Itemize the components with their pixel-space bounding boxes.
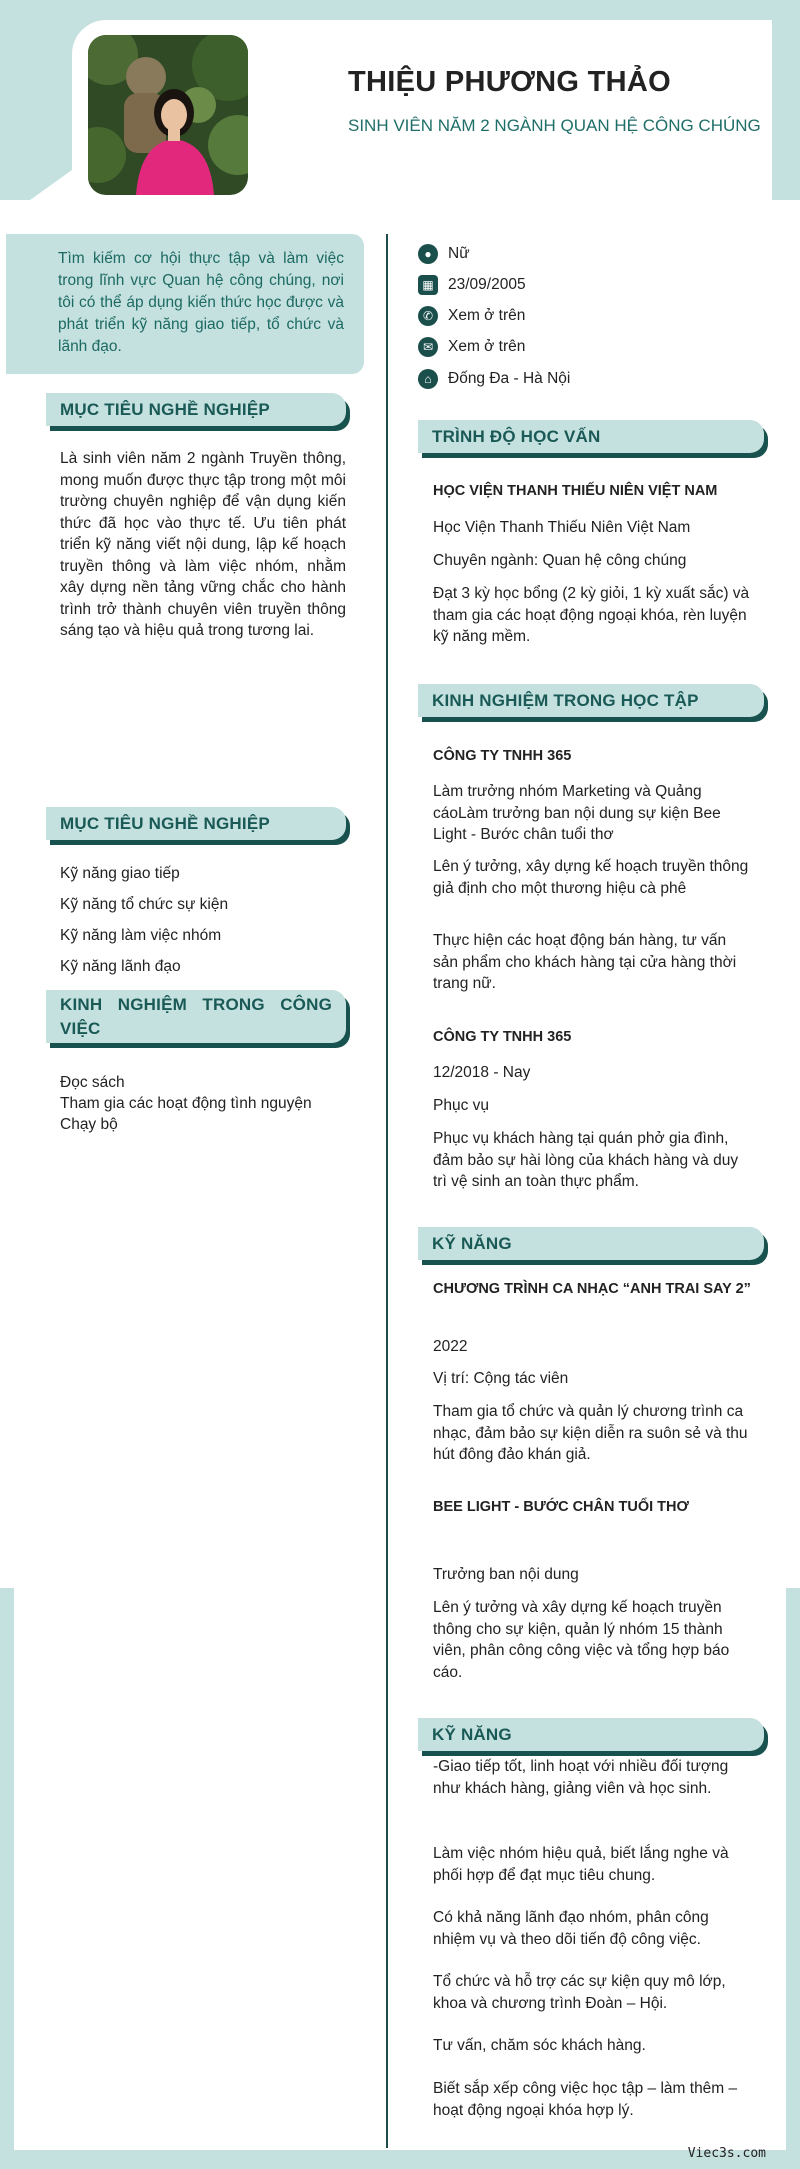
avatar [88,35,248,195]
column-divider [386,234,388,2148]
list-item: Kỹ năng lãnh đạo [60,958,181,975]
skill-item: Tư vấn, chăm sóc khách hàng. [433,2037,646,2054]
skill-item: Làm việc nhóm hiệu quả, biết lắng nghe và phối hợp để đạt mục tiêu chung. [433,1845,729,1884]
section-title-education: TRÌNH ĐỘ HỌC VẤN [418,420,764,453]
left-frame [0,1588,14,2169]
list-item: Kỹ năng làm việc nhóm [60,927,222,944]
job-subtitle: SINH VIÊN NĂM 2 NGÀNH QUAN HỆ CÔNG CHÚNG [348,116,761,135]
contact-phone: ✆ Xem ở trên [418,305,525,327]
skills-list [60,858,228,982]
event-description: Tham gia tổ chức và quản lý chương trình ca nhạc, đảm bảo sự kiện diễn ra suôn sẻ và thu hút đông đảo khán giả. [433,1403,748,1463]
intro-text: Tìm kiếm cơ hội thực tập và làm việc trong lĩnh vực Quan hệ công chúng, nơi tôi có thể áp dụng kiến thức học được và phát triển kỹ năng giao tiếp, tổ chức và lãnh đạo. [58,250,344,355]
email-icon: ✉ [418,337,438,357]
event-heading: BEE LIGHT - BƯỚC CHÂN TUỔI THƠ [433,1499,689,1515]
bottom-frame [0,2150,800,2169]
contact-address: ⌂ Đống Đa - Hà Nội [418,368,570,390]
section-title-objective: MỤC TIÊU NGHỀ NGHIỆP [46,393,346,426]
header-notch [30,170,72,200]
education-achievement: Đạt 3 kỳ học bổng (2 kỳ giỏi, 1 kỳ xuất sắc) và tham gia các hoạt động ngoại khóa, rèn luyện kỹ năng mềm. [433,585,750,645]
skill-item: Tổ chức và hỗ trợ các sự kiện quy mô lớp, khoa và chương trình Đoàn – Hội. [433,1973,726,2012]
contact-birthday: ▦ 23/09/2005 [418,274,526,296]
section-title-skills: MỤC TIÊU NGHỀ NGHIỆP [46,807,346,840]
full-name: THIỆU PHƯƠNG THẢO [348,66,671,98]
major: Chuyên ngành: Quan hệ công chúng [433,552,687,569]
contact-gender: ● Nữ [418,243,470,265]
list-item: Đọc sách [60,1074,125,1091]
experience-line: Làm trưởng nhóm Marketing và Quảng cáoLàm trưởng ban nội dung sự kiện Bee Light - Bước chân tuổi thơ [433,783,721,843]
event-role: Vị trí: Cộng tác viên [433,1370,569,1387]
event-year: 2022 [433,1338,468,1355]
footer-watermark: Viec3s.com [687,2146,766,2161]
event-description: Lên ý tưởng và xây dựng kế hoạch truyền thông cho sự kiện, quản lý nhóm 15 thành viên, phân công công việc và tổng hợp báo cáo. [433,1599,730,1681]
section-title-work-experience: KINH NGHIỆM TRONG CÔNG VIỆC [46,990,346,1043]
list-item: Kỹ năng tổ chức sự kiện [60,896,229,913]
section-title-academic-experience: KINH NGHIỆM TRONG HỌC TẬP [418,684,764,717]
company-heading: CÔNG TY TNHH 365 [433,748,572,764]
contact-email: ✉ Xem ở trên [418,336,525,358]
home-icon: ⌂ [418,369,438,389]
job-role: Phục vụ [433,1097,490,1114]
job-description: Phục vụ khách hàng tại quán phở gia đình, đảm bảo sự hài lòng của khách hàng và duy trì vệ sinh an toàn thực phẩm. [433,1130,739,1190]
user-icon: ● [418,244,438,264]
experience-line: Thực hiện các hoạt động bán hàng, tư vấn sản phẩm cho khách hàng tại cửa hàng thời trang nữ. [433,932,737,992]
list-item: Tham gia các hoạt động tình nguyện [60,1095,312,1112]
list-item: Kỹ năng giao tiếp [60,865,180,882]
company-heading: CÔNG TY TNHH 365 [433,1029,572,1045]
school-name: Học Viện Thanh Thiếu Niên Việt Nam [433,519,691,536]
section-title-activities: KỸ NĂNG [418,1227,764,1260]
experience-line: Lên ý tưởng, xây dựng kế hoạch truyền thông giả định cho một thương hiệu cà phê [433,858,749,897]
skill-item: -Giao tiếp tốt, linh hoạt với nhiều đối tượng như khách hàng, giảng viên và học sinh. [433,1758,729,1797]
calendar-icon: ▦ [418,275,438,295]
event-heading: CHƯƠNG TRÌNH CA NHẠC “ANH TRAI SAY 2” [433,1281,751,1297]
hobbies-list [60,1072,312,1135]
event-role: Trưởng ban nội dung [433,1566,579,1583]
section-title-skills-right: KỸ NĂNG [418,1718,764,1751]
phone-icon: ✆ [418,306,438,326]
school-heading: HỌC VIỆN THANH THIẾU NIÊN VIỆT NAM [433,483,718,499]
skill-item: Có khả năng lãnh đạo nhóm, phân công nhiệm vụ và theo dõi tiến độ công việc. [433,1909,709,1948]
list-item: Chạy bộ [60,1116,118,1133]
job-date: 12/2018 - Nay [433,1064,531,1081]
objective-text: Là sinh viên năm 2 ngành Truyền thông, mong muốn được thực tập trong một môi trường chuyên nghiệp để vận dụng kiến thức đã học vào thực tế. Ưu tiên phát triển kỹ năng viết nội dung, lập kế hoạch truyền thông và làm việc nhóm, nhằm xây dựng nền tảng vững chắc cho hành trình trở thành chuyên viên truyền thông sáng tạo và hiệu quả trong tương lai. [60,450,346,639]
skill-item: Biết sắp xếp công việc học tập – làm thêm – hoạt động ngoại khóa hợp lý. [433,2080,738,2119]
intro-box [6,234,364,374]
right-frame [786,1588,800,2169]
